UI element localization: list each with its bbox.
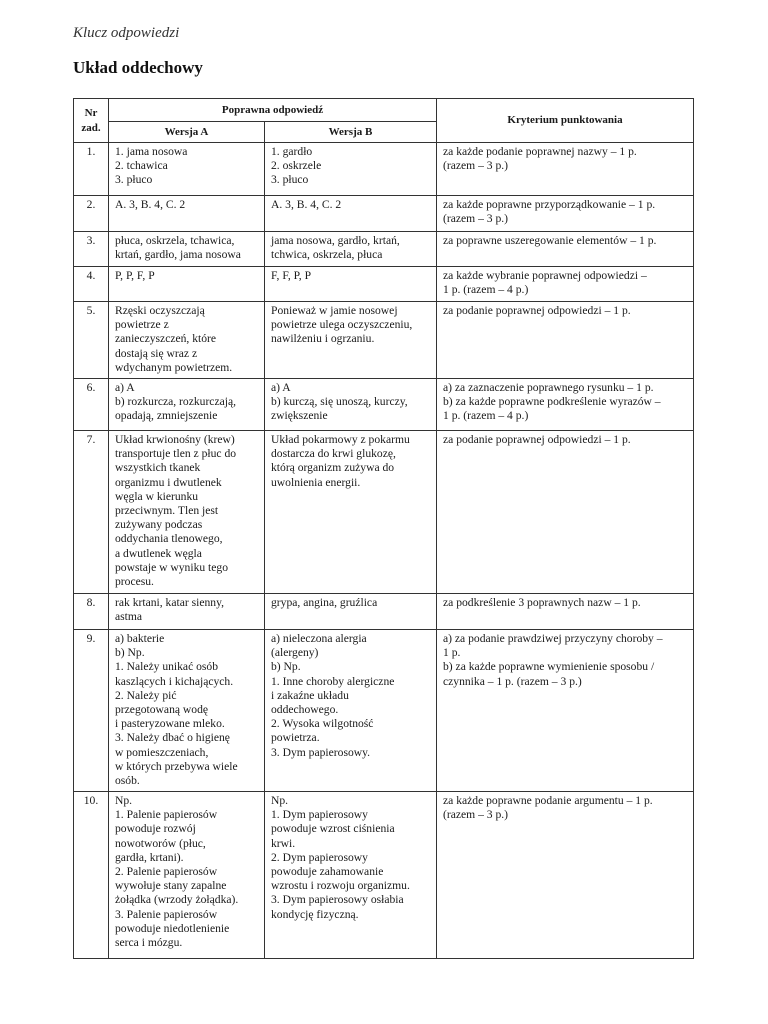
task-number: 6. — [74, 379, 109, 431]
table-row — [74, 379, 694, 431]
document-title: Układ oddechowy — [73, 58, 203, 77]
task-number: 10. — [74, 792, 109, 959]
task-number: 2. — [74, 196, 109, 232]
answer-version-b: 1. gardło 2. oskrzele 3. płuco — [265, 143, 437, 196]
table-row — [74, 630, 694, 792]
task-number: 3. — [74, 232, 109, 267]
answer-version-a: a) bakterie b) Np. 1. Należy unikać osób kaszlących i kichających. 2. Należy pić przegotowaną wodę i pasteryzowane mleko. 3. Należy dbać o higienę w pomieszczeniach, w których przebywa wiele osób. — [109, 630, 265, 792]
answer-version-b: a) A b) kurczą, się unoszą, kurczy, zwiększenie — [265, 379, 437, 431]
table-row — [74, 196, 694, 232]
table-row — [74, 302, 694, 379]
answer-version-b: Ponieważ w jamie nosowej powietrze ulega oczyszczeniu, nawilżeniu i ogrzaniu. — [265, 302, 437, 379]
table-row — [74, 792, 694, 959]
table-row — [74, 143, 694, 196]
scoring-criteria: za poprawne uszeregowanie elementów – 1 p. — [437, 232, 694, 267]
scoring-criteria: za każde poprawne podanie argumentu – 1 p. (razem – 3 p.) — [437, 792, 694, 959]
scoring-criteria: za podanie poprawnej odpowiedzi – 1 p. — [437, 302, 694, 379]
answer-version-a: Np. 1. Palenie papierosów powoduje rozwój nowotworów (płuc, gardła, krtani). 2. Palenie papierosów wywołuje stany zapalne żołądka (wrzody żołądka). 3. Palenie papierosów powoduje niedotlenienie serca i mózgu. — [109, 792, 265, 959]
column-header-correct-answer: Poprawna odpowiedź — [109, 99, 437, 122]
answer-version-b: jama nosowa, gardło, krtań, tchwica, oskrzela, płuca — [265, 232, 437, 267]
scoring-criteria: a) za zaznaczenie poprawnego rysunku – 1 p. b) za każde poprawne podkreślenie wyrazów – 1 p. (razem – 4 p.) — [437, 379, 694, 431]
table-row — [74, 431, 694, 594]
answer-version-a: 1. jama nosowa 2. tchawica 3. płuco — [109, 143, 265, 196]
scoring-criteria: za podanie poprawnej odpowiedzi – 1 p. — [437, 431, 694, 594]
answer-version-b: Układ pokarmowy z pokarmu dostarcza do krwi glukozę, którą organizm zużywa do uwolnienia energii. — [265, 431, 437, 594]
column-header-version-b: Wersja B — [265, 122, 437, 143]
task-number: 1. — [74, 143, 109, 196]
column-header-criteria: Kryterium punktowania — [437, 99, 694, 143]
answer-version-a: A. 3, B. 4, C. 2 — [109, 196, 265, 232]
answer-version-a: Rzęski oczyszczają powietrze z zanieczyszczeń, które dostają się wraz z wdychanym powietrzem. — [109, 302, 265, 379]
answer-version-a: rak krtani, katar sienny, astma — [109, 594, 265, 630]
scoring-criteria: za każde wybranie poprawnej odpowiedzi – 1 p. (razem – 4 p.) — [437, 267, 694, 302]
answer-version-a: a) A b) rozkurcza, rozkurczają, opadają, zmniejszenie — [109, 379, 265, 431]
answer-version-a: Układ krwionośny (krew) transportuje tlen z płuc do wszystkich tkanek organizmu i dwutlenek węgla w kierunku przeciwnym. Tlen jest zużywany podczas oddychania tlenowego, a dwutlenek węgla powstaje w wyniku tego procesu. — [109, 431, 265, 594]
scoring-criteria: za każde poprawne przyporządkowanie – 1 p. (razem – 3 p.) — [437, 196, 694, 232]
answer-version-b: F, F, P, P — [265, 267, 437, 302]
task-number: 9. — [74, 630, 109, 792]
scoring-criteria: za podkreślenie 3 poprawnych nazw – 1 p. — [437, 594, 694, 630]
scoring-criteria: a) za podanie prawdziwej przyczyny choroby – 1 p. b) za każde poprawne wymienienie sposobu / czynnika – 1 p. (razem – 3 p.) — [437, 630, 694, 792]
table-row — [74, 232, 694, 267]
document-subtitle: Klucz odpowiedzi — [73, 25, 180, 41]
table-row — [74, 594, 694, 630]
task-number: 5. — [74, 302, 109, 379]
table-row — [74, 267, 694, 302]
answer-version-a: płuca, oskrzela, tchawica, krtań, gardło, jama nosowa — [109, 232, 265, 267]
answer-key-table — [73, 98, 694, 959]
scoring-criteria: za każde podanie poprawnej nazwy – 1 p. (razem – 3 p.) — [437, 143, 694, 196]
task-number: 8. — [74, 594, 109, 630]
task-number: 7. — [74, 431, 109, 594]
answer-version-a: P, P, F, P — [109, 267, 265, 302]
answer-version-b: A. 3, B. 4, C. 2 — [265, 196, 437, 232]
answer-version-b: grypa, angina, gruźlica — [265, 594, 437, 630]
answer-version-b: a) nieleczona alergia (alergeny) b) Np. 1. Inne choroby alergiczne i zakaźne układu oddechowego. 2. Wysoka wilgotność powietrza. 3. Dym papierosowy. — [265, 630, 437, 792]
task-number: 4. — [74, 267, 109, 302]
column-header-number: Nr zad. — [74, 99, 109, 143]
column-header-version-a: Wersja A — [109, 122, 265, 143]
answer-version-b: Np. 1. Dym papierosowy powoduje wzrost ciśnienia krwi. 2. Dym papierosowy powoduje zahamowanie wzrostu i rozwoju organizmu. 3. Dym papierosowy osłabia kondycję fizyczną. — [265, 792, 437, 959]
